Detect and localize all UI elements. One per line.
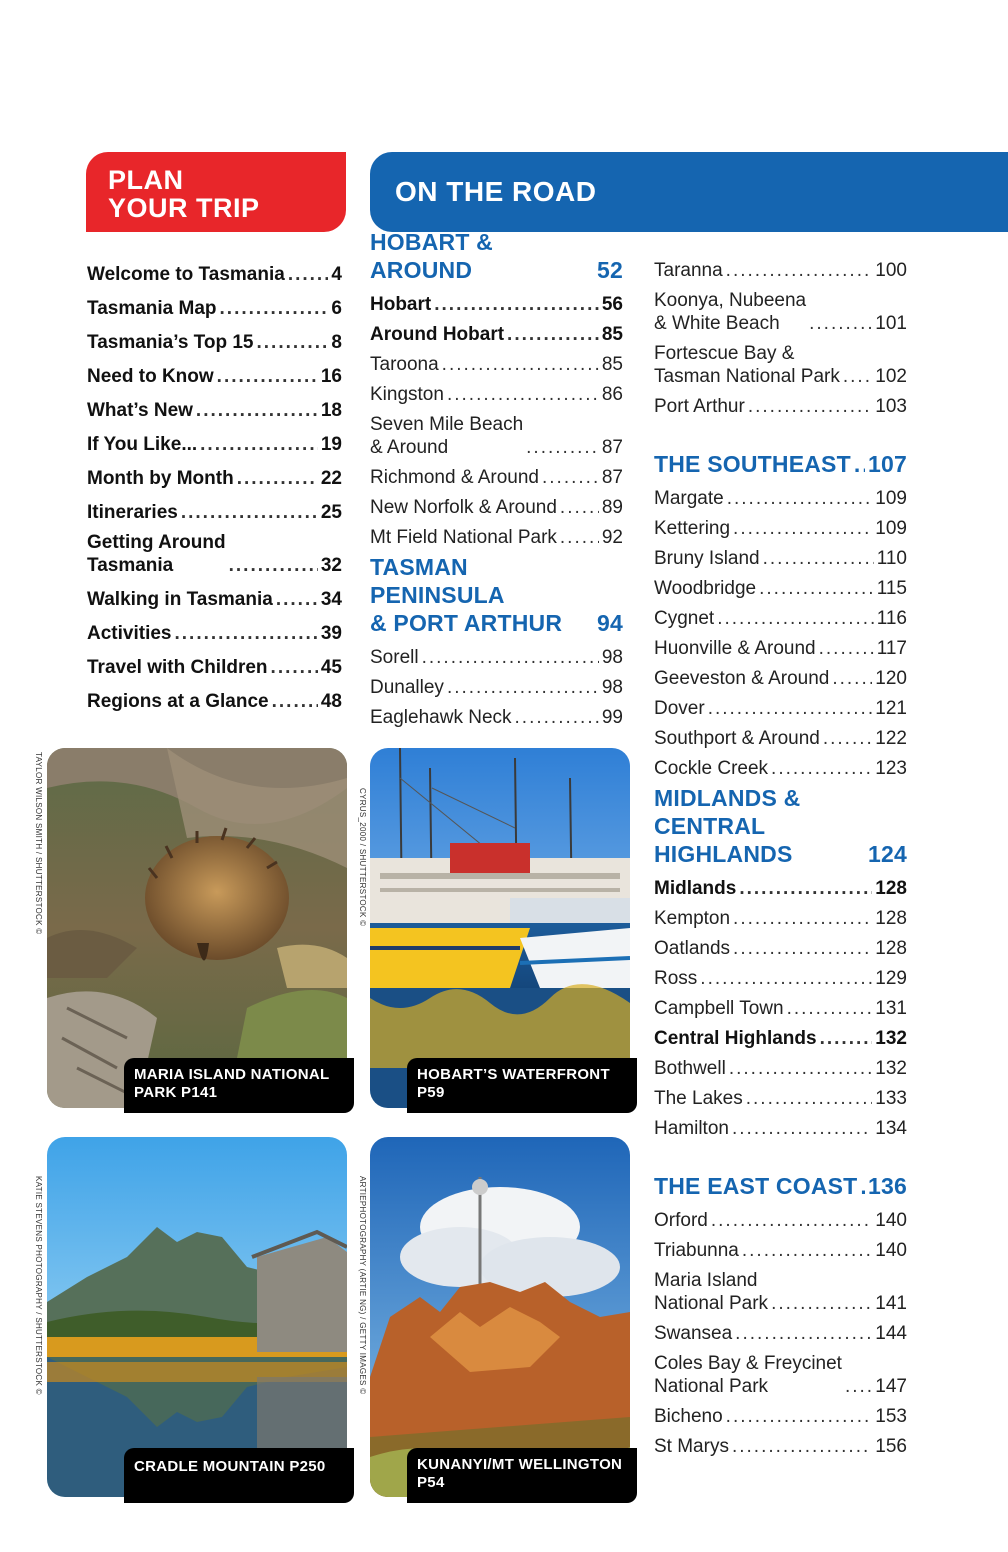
toc-entry-page: 100	[875, 260, 907, 281]
dot-leader	[174, 622, 317, 645]
dot-leader	[787, 997, 873, 1020]
toc-entry-page: 109	[875, 518, 907, 539]
toc-entry-seven-mile-beach-around[interactable]	[370, 406, 623, 459]
toc-entry-page: 109	[875, 488, 907, 509]
toc-entry-page: 22	[320, 468, 342, 489]
toc-entry-label: MIDLANDS & CENTRAL HIGHLANDS	[654, 785, 801, 867]
toc-entry-label: Taranna	[654, 260, 723, 281]
toc-entry-label: Mt Field National Park	[370, 527, 557, 548]
toc-entry-label: Welcome to Tasmania	[87, 264, 285, 285]
toc-entry-page: 136	[868, 1173, 907, 1199]
toc-entry-label: Around Hobart	[370, 324, 505, 345]
toc-entry-label: Huonville & Around	[654, 638, 816, 659]
dot-leader	[809, 312, 872, 335]
toc-entry-label: HOBART & AROUND	[370, 229, 493, 283]
toc-entry-travel-with-children[interactable]	[87, 645, 342, 679]
toc-entry-woodbridge[interactable]	[654, 570, 907, 600]
dot-leader	[447, 676, 599, 699]
toc-entry-sorell[interactable]	[370, 639, 623, 669]
toc-entry-label: Regions at a Glance	[87, 691, 269, 712]
toc-entry-page: 133	[875, 1088, 907, 1109]
toc-entry-walking-in-tasmania[interactable]	[87, 577, 342, 611]
dot-leader	[700, 967, 872, 990]
toc-entry-page: 89	[601, 497, 623, 518]
toc-entry-label: Richmond & Around	[370, 467, 539, 488]
toc-entry-page: 34	[320, 589, 342, 610]
toc-entry-page: 120	[875, 668, 907, 689]
toc-entry-cygnet[interactable]	[654, 600, 907, 630]
toc-entry-label: Kingston	[370, 384, 444, 405]
toc-entry-page: 48	[320, 691, 342, 712]
dot-leader	[733, 907, 872, 930]
toc-entry-label: Getting Around Tasmania	[87, 532, 226, 576]
toc-entry-label: Orford	[654, 1210, 708, 1231]
toc-entry-kingston[interactable]	[370, 376, 623, 406]
kunanyi-photo	[370, 1137, 630, 1497]
dot-leader	[196, 399, 318, 422]
toc-entry-page: 18	[320, 400, 342, 421]
toc-entry-label: Koonya, Nubeena & White Beach	[654, 290, 807, 334]
dot-leader	[854, 450, 865, 478]
dot-leader	[860, 1172, 865, 1200]
dot-leader	[220, 297, 329, 320]
toc-entry-southport-around[interactable]	[654, 720, 907, 750]
toc-entry-what-s-new[interactable]	[87, 388, 342, 422]
toc-entry-label: New Norfolk & Around	[370, 497, 557, 518]
toc-entry-label: Triabunna	[654, 1240, 739, 1261]
dot-leader	[217, 365, 318, 388]
dot-leader	[515, 706, 599, 729]
toc-entry-label: Hamilton	[654, 1118, 729, 1139]
toc-entry-hobart[interactable]	[370, 286, 623, 316]
toc-entry-page: 86	[601, 384, 623, 405]
dot-leader	[726, 259, 873, 282]
dot-leader	[256, 331, 328, 354]
toc-entry-page: 94	[597, 610, 623, 636]
toc-entry-label: Taroona	[370, 354, 439, 375]
toc-entry-page: 115	[876, 578, 907, 599]
dot-leader	[717, 607, 874, 630]
toc-entry-if-you-like[interactable]	[87, 422, 342, 456]
toc-entry-page: 16	[320, 366, 342, 387]
toc-entry-label: Dover	[654, 698, 705, 719]
toc-entry-huonville-around[interactable]	[654, 630, 907, 660]
dot-leader	[832, 667, 872, 690]
toc-entry-need-to-know[interactable]	[87, 354, 342, 388]
toc-entry-label: Walking in Tasmania	[87, 589, 273, 610]
road-tab-title: ON THE ROAD	[395, 176, 597, 207]
toc-entry-label: Dunalley	[370, 677, 444, 698]
toc-entry-page: 32	[320, 555, 342, 576]
toc-entry-page: 52	[597, 257, 623, 283]
toc-entry-st-marys[interactable]	[654, 1428, 907, 1458]
dot-leader	[200, 433, 318, 456]
kunanyi-caption: KUNANYI/MT WELLINGTON P54	[407, 1448, 637, 1503]
toc-entry-tasmania-s-top-15[interactable]	[87, 320, 342, 354]
toc-entry-ross[interactable]	[654, 960, 907, 990]
dot-leader	[726, 1405, 873, 1428]
toc-entry-page: 19	[320, 434, 342, 455]
maria-photo-credit: TAYLOR WILSON SMITH / SHUTTERSTOCK ©	[34, 752, 43, 935]
toc-entry-page: 134	[875, 1118, 907, 1139]
toc-entry-page: 92	[601, 527, 623, 548]
toc-entry-label: Swansea	[654, 1323, 733, 1344]
toc-entry-maria-island-national-park[interactable]	[654, 1262, 907, 1315]
dot-leader	[729, 1057, 872, 1080]
dot-leader	[759, 577, 874, 600]
dot-leader	[507, 323, 599, 346]
dot-leader	[229, 554, 318, 577]
toc-entry-page: 117	[876, 638, 907, 659]
toc-entry-hamilton[interactable]	[654, 1110, 907, 1140]
toc-entry-label: Bothwell	[654, 1058, 726, 1079]
dot-leader	[732, 1435, 872, 1458]
hobart-waterfront-caption: HOBART’S WATERFRONT P59	[407, 1058, 637, 1113]
toc-entry-label: Bicheno	[654, 1406, 723, 1427]
toc-entry-page: 4	[331, 264, 342, 285]
toc-entry-welcome-to-tasmania[interactable]	[87, 252, 342, 286]
dot-leader	[442, 353, 599, 376]
toc-entry-page: 25	[320, 502, 342, 523]
toc-entry-page: 147	[875, 1376, 907, 1397]
toc-entry-page: 98	[601, 647, 623, 668]
toc-entry-label: Month by Month	[87, 468, 234, 489]
toc-entry-label: TASMAN PENINSULA & PORT ARTHUR	[370, 554, 563, 636]
cradle-mountain-caption: CRADLE MOUNTAIN P250	[124, 1448, 354, 1503]
toc-entry-label: Campbell Town	[654, 998, 784, 1019]
toc-entry-page: 98	[601, 677, 623, 698]
toc-entry-page: 124	[868, 841, 907, 867]
toc-entry-central-highlands[interactable]	[654, 1020, 907, 1050]
dot-leader	[447, 383, 599, 406]
dot-leader	[819, 637, 874, 660]
toc-entry-richmond-around[interactable]	[370, 459, 623, 489]
toc-entry-label: Travel with Children	[87, 657, 268, 678]
toc-entry-label: The Lakes	[654, 1088, 743, 1109]
dot-leader	[434, 293, 599, 316]
toc-entry-page: 131	[875, 998, 907, 1019]
toc-entry-label: Tasmania’s Top 15	[87, 332, 254, 353]
toc-entry-around-hobart[interactable]	[370, 316, 623, 346]
toc-entry-label: Itineraries	[87, 502, 178, 523]
toc-entry-page: 153	[875, 1406, 907, 1427]
toc-entry-label: Need to Know	[87, 366, 214, 387]
toc-entry-page: 101	[875, 313, 907, 334]
toc-entry-page: 107	[868, 451, 907, 477]
section-heading-the-east-coast[interactable]	[654, 1168, 907, 1202]
toc-entry-page: 87	[601, 437, 623, 458]
toc-entry-label: Central Highlands	[654, 1028, 817, 1049]
toc-entry-kettering[interactable]	[654, 510, 907, 540]
toc-entry-label: THE SOUTHEAST	[654, 451, 851, 477]
toc-entry-page: 85	[601, 354, 623, 375]
dot-leader	[746, 1087, 873, 1110]
toc-entry-label: Ross	[654, 968, 698, 989]
section-heading-hobart-around[interactable]	[370, 229, 623, 286]
toc-entry-page: 6	[331, 298, 342, 319]
toc-entry-page: 140	[875, 1240, 907, 1261]
toc-entry-label: Sorell	[370, 647, 419, 668]
toc-entry-activities[interactable]	[87, 611, 342, 645]
dot-leader	[742, 1239, 872, 1262]
toc-entry-page: 132	[875, 1058, 907, 1079]
toc-entry-label: Margate	[654, 488, 724, 509]
toc-entry-getting-around-tasmania[interactable]	[87, 524, 342, 577]
toc-entry-bothwell[interactable]	[654, 1050, 907, 1080]
toc-entry-page: 122	[875, 728, 907, 749]
plan-tab-line2: YOUR TRIP	[108, 193, 260, 223]
cradle-photo-credit: KATIE STEVENS PHOTOGRAPHY / SHUTTERSTOCK ©	[34, 1176, 43, 1395]
toc-entry-page: 116	[876, 608, 907, 629]
toc-entry-label: Port Arthur	[654, 396, 745, 417]
dot-leader	[526, 436, 599, 459]
toc-entry-label: Seven Mile Beach & Around	[370, 414, 524, 458]
toc-entry-label: THE EAST COAST	[654, 1173, 858, 1199]
toc-entry-page: 85	[601, 324, 623, 345]
toc-entry-label: Kempton	[654, 908, 731, 929]
toc-entry-coles-bay-freycinet-national-park[interactable]	[654, 1345, 907, 1398]
plan-your-trip-tab	[86, 152, 346, 232]
toc-entry-margate[interactable]	[654, 480, 907, 510]
toc-entry-label: Cygnet	[654, 608, 715, 629]
toc-entry-label: Midlands	[654, 878, 737, 899]
toc-entry-label: Cockle Creek	[654, 758, 769, 779]
dot-leader	[181, 501, 318, 524]
toc-entry-tasmania-map[interactable]	[87, 286, 342, 320]
toc-entry-fortescue-bay-tasman-national-park[interactable]	[654, 335, 907, 388]
toc-entry-orford[interactable]	[654, 1202, 907, 1232]
toc-entry-page: 156	[875, 1436, 907, 1457]
toc-entry-label: Geeveston & Around	[654, 668, 830, 689]
toc-entry-label: Oatlands	[654, 938, 731, 959]
hobart-waterfront-photo	[370, 748, 630, 1108]
on-the-road-list-col2	[654, 252, 907, 1458]
dot-leader	[845, 1375, 872, 1398]
toc-entry-page: 103	[875, 396, 907, 417]
toc-entry-taroona[interactable]	[370, 346, 623, 376]
toc-entry-oatlands[interactable]	[654, 930, 907, 960]
toc-entry-kempton[interactable]	[654, 900, 907, 930]
dot-leader	[820, 1027, 873, 1050]
toc-entry-page: 141	[875, 1293, 907, 1314]
dot-leader	[271, 656, 318, 679]
dot-leader	[288, 263, 329, 286]
toc-entry-label: Tasmania Map	[87, 298, 217, 319]
dot-leader	[422, 646, 599, 669]
toc-entry-eaglehawk-neck[interactable]	[370, 699, 623, 729]
dot-leader	[542, 466, 599, 489]
toc-entry-bicheno[interactable]	[654, 1398, 907, 1428]
dot-leader	[708, 697, 873, 720]
dot-leader	[843, 365, 872, 388]
dot-leader	[739, 877, 872, 900]
toc-entry-regions-at-a-glance[interactable]	[87, 679, 342, 713]
toc-entry-page: 102	[875, 366, 907, 387]
toc-entry-swansea[interactable]	[654, 1315, 907, 1345]
dot-leader	[733, 517, 872, 540]
dot-leader	[276, 588, 318, 611]
toc-entry-mt-field-national-park[interactable]	[370, 519, 623, 549]
dot-leader	[237, 467, 318, 490]
toc-entry-page: 123	[875, 758, 907, 779]
toc-entry-cockle-creek[interactable]	[654, 750, 907, 780]
toc-entry-page: 99	[601, 707, 623, 728]
dot-leader	[823, 727, 872, 750]
maria-island-caption: MARIA ISLAND NATIONAL PARK P141	[124, 1058, 354, 1113]
hobart-photo-credit: CYRUS_2000 / SHUTTERSTOCK ©	[358, 788, 367, 927]
toc-entry-label: St Marys	[654, 1436, 729, 1457]
dot-leader	[732, 1117, 872, 1140]
toc-entry-the-lakes[interactable]	[654, 1080, 907, 1110]
toc-entry-dunalley[interactable]	[370, 669, 623, 699]
toc-entry-itineraries[interactable]	[87, 490, 342, 524]
toc-entry-page: 128	[875, 908, 907, 929]
toc-entry-page: 45	[320, 657, 342, 678]
toc-entry-label: Bruny Island	[654, 548, 760, 569]
section-heading-midlands-central-highlands[interactable]	[654, 785, 907, 870]
toc-entry-bruny-island[interactable]	[654, 540, 907, 570]
plan-your-trip-list	[87, 252, 342, 713]
dot-leader	[560, 496, 599, 519]
toc-entry-label: Fortescue Bay & Tasman National Park	[654, 343, 840, 387]
toc-entry-label: What’s New	[87, 400, 193, 421]
toc-entry-koonya-nubeena-white-beach[interactable]	[654, 282, 907, 335]
cradle-mountain-photo	[47, 1137, 347, 1497]
toc-entry-page: 144	[875, 1323, 907, 1344]
toc-entry-triabunna[interactable]	[654, 1232, 907, 1262]
toc-entry-label: Activities	[87, 623, 172, 644]
toc-entry-label: Southport & Around	[654, 728, 820, 749]
toc-entry-midlands[interactable]	[654, 870, 907, 900]
dot-leader	[733, 937, 872, 960]
dot-leader	[748, 395, 872, 418]
dot-leader	[272, 690, 318, 713]
toc-entry-page: 56	[601, 294, 623, 315]
toc-entry-label: Hobart	[370, 294, 432, 315]
dot-leader	[560, 526, 599, 549]
dot-leader	[771, 757, 872, 780]
toc-entry-page: 8	[331, 332, 342, 353]
toc-entry-label: Eaglehawk Neck	[370, 707, 512, 728]
toc-entry-page: 129	[875, 968, 907, 989]
dot-leader	[711, 1209, 872, 1232]
toc-entry-dover[interactable]	[654, 690, 907, 720]
toc-entry-page: 39	[320, 623, 342, 644]
toc-entry-new-norfolk-around[interactable]	[370, 489, 623, 519]
toc-entry-page: 128	[875, 938, 907, 959]
dot-leader	[763, 547, 874, 570]
kunanyi-photo-credit: ARTIEPHOTOGRAPHY (ARTIE NG) / GETTY IMAGES ©	[358, 1176, 367, 1395]
maria-island-photo	[47, 748, 347, 1108]
toc-entry-taranna[interactable]	[654, 252, 907, 282]
toc-entry-page: 87	[601, 467, 623, 488]
toc-entry-label: Coles Bay & Freycinet National Park	[654, 1353, 842, 1397]
dot-leader	[735, 1322, 872, 1345]
toc-entry-month-by-month[interactable]	[87, 456, 342, 490]
toc-entry-page: 128	[875, 878, 907, 899]
toc-entry-label: Woodbridge	[654, 578, 757, 599]
toc-entry-page: 121	[875, 698, 907, 719]
toc-entry-label: Maria Island National Park	[654, 1270, 769, 1314]
plan-tab-line1: PLAN	[108, 165, 184, 195]
toc-entry-page: 132	[875, 1028, 907, 1049]
toc-entry-label: Kettering	[654, 518, 731, 539]
section-heading-the-southeast[interactable]	[654, 446, 907, 480]
toc-entry-page: 140	[875, 1210, 907, 1231]
toc-entry-geeveston-around[interactable]	[654, 660, 907, 690]
toc-entry-campbell-town[interactable]	[654, 990, 907, 1020]
on-the-road-tab	[370, 152, 1008, 232]
on-the-road-list-col1	[370, 229, 623, 729]
toc-entry-page: 110	[876, 548, 907, 569]
dot-leader	[771, 1292, 872, 1315]
section-heading-tasman-peninsula-port-arthur[interactable]	[370, 554, 623, 639]
toc-entry-label: If You Like...	[87, 434, 198, 455]
dot-leader	[727, 487, 873, 510]
toc-entry-port-arthur[interactable]	[654, 388, 907, 418]
